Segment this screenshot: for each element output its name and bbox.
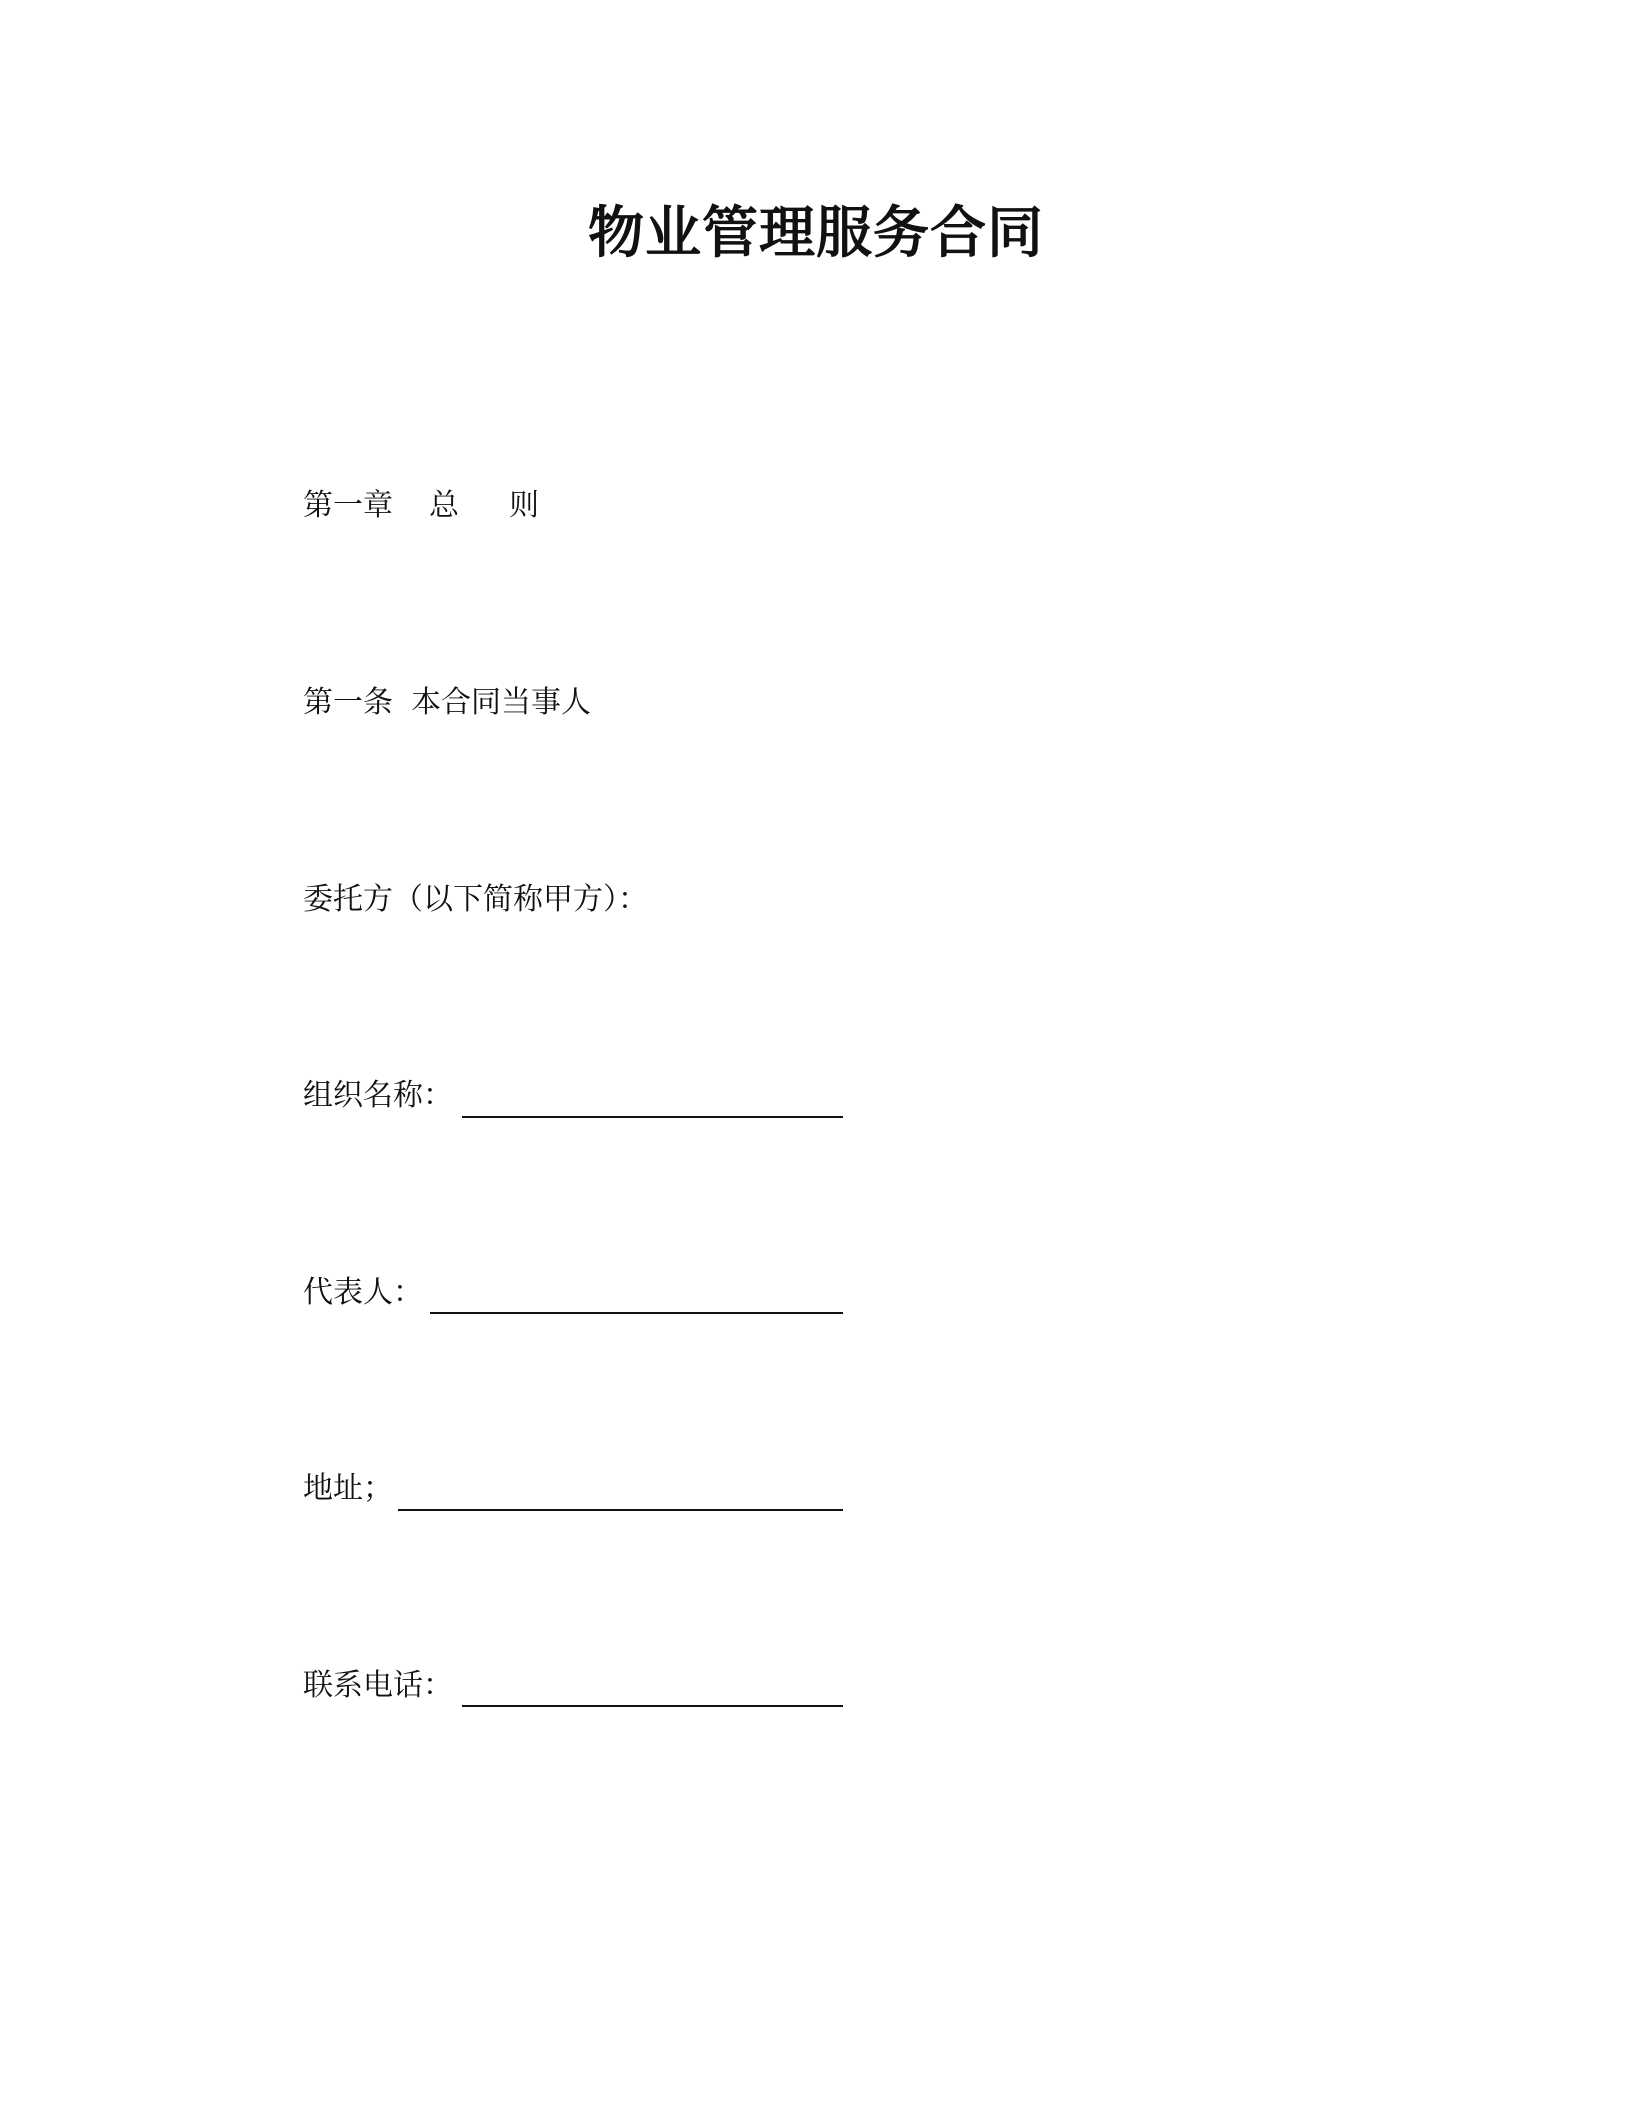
party-a-intro: 委托方（以下简称甲方）：: [303, 882, 648, 917]
phone-field[interactable]: [462, 1705, 843, 1707]
representative-label: 代表人：: [303, 1275, 423, 1310]
org-name-label: 组织名称：: [303, 1078, 453, 1113]
chapter-heading: [303, 486, 539, 526]
address-label: 地址；: [303, 1471, 393, 1506]
chapter-word-2: 则: [509, 488, 539, 523]
representative-field[interactable]: [430, 1312, 843, 1314]
article-number: 第一条: [303, 685, 393, 720]
address-field[interactable]: [398, 1509, 843, 1511]
document-title: 物业管理服务合同: [588, 201, 1044, 266]
article-heading: [303, 683, 591, 723]
chapter-word-1: 总: [429, 488, 459, 523]
org-name-field[interactable]: [462, 1116, 843, 1118]
chapter-number: 第一章: [303, 488, 393, 523]
article-title: 本合同当事人: [411, 685, 591, 720]
phone-label: 联系电话：: [303, 1668, 453, 1703]
